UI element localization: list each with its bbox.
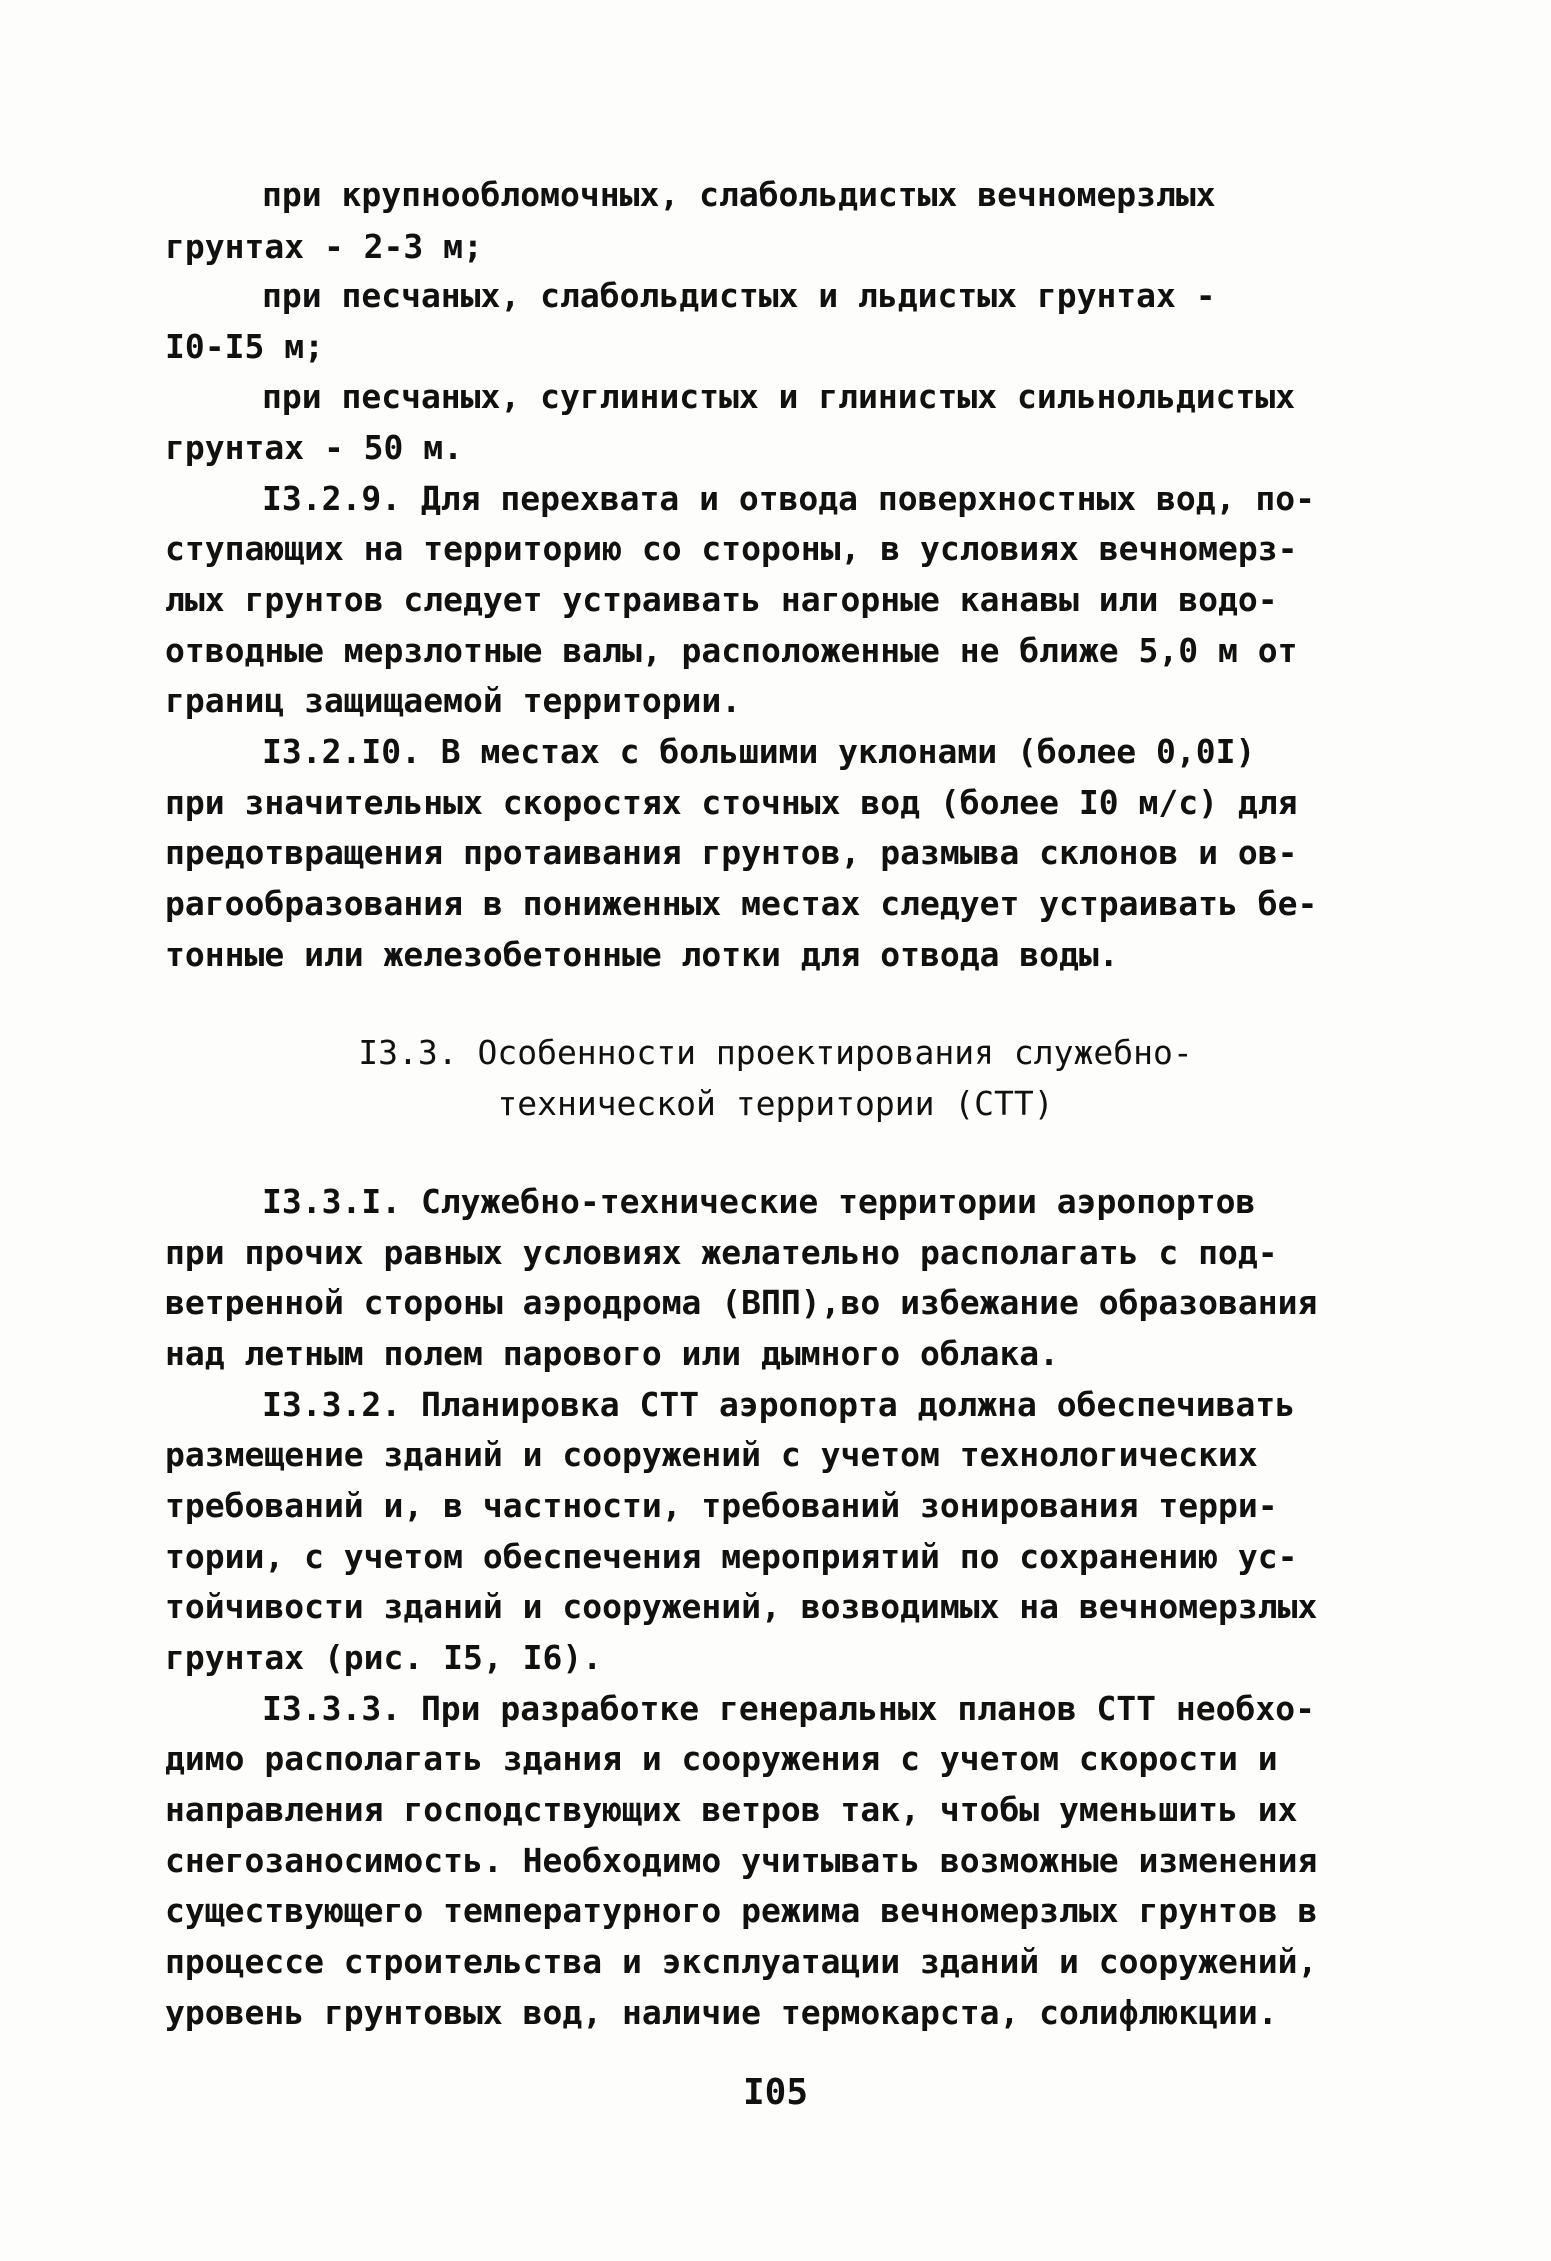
- text-line: тонные или железобетонные лотки для отвода воды.: [165, 935, 1119, 974]
- text-line: ветренной стороны аэродрома (ВПП),во избежание образования: [165, 1283, 1318, 1322]
- text-line: тойчивости зданий и сооружений, возводимых на вечномерзлых: [165, 1587, 1318, 1626]
- text-line: направления господствующих ветров так, чтобы уменьшить их: [165, 1790, 1298, 1829]
- text-line: рагообразования в пониженных местах следует устраивать бе-: [165, 884, 1318, 923]
- text-line: I3.2.9. Для перехвата и отвода поверхностных вод, по-: [262, 479, 1315, 518]
- text-line: существующего температурного режима вечномерзлых грунтов в: [165, 1891, 1318, 1930]
- text-line: снегозаносимость. Необходимо учитывать возможные изменения: [165, 1841, 1318, 1880]
- text-line: I0-I5 м;: [165, 327, 324, 366]
- text-line: ступающих на территорию со стороны, в условиях вечномерз-: [165, 529, 1298, 568]
- text-line: границ защищаемой территории.: [165, 681, 742, 720]
- text-line: при прочих равных условиях желательно располагать с под-: [165, 1233, 1278, 1272]
- text-line: грунтах (рис. I5, I6).: [165, 1638, 603, 1677]
- text-line: требований и, в частности, требований зонирования терри-: [165, 1486, 1278, 1525]
- page-number: I05: [742, 2072, 809, 2113]
- section-heading-line: I3.3. Особенности проектирования служебно-: [358, 1033, 1193, 1072]
- text-line: уровень грунтовых вод, наличие термокарста, солифлюкции.: [165, 1993, 1278, 2032]
- text-line: I3.3.3. При разработке генеральных планов СТТ необхо-: [262, 1689, 1315, 1728]
- text-line: предотвращения протаивания грунтов, размыва склонов и ов-: [165, 833, 1298, 872]
- text-line: I3.2.I0. В местах с большими уклонами (более 0,0I): [262, 732, 1256, 771]
- text-line: над летным полем парового или дымного облака.: [165, 1334, 1060, 1373]
- text-line: I3.3.I. Служебно-технические территории аэропортов: [262, 1182, 1256, 1221]
- text-line: при значительных скоростях сточных вод (более I0 м/с) для: [165, 783, 1298, 822]
- text-line: при крупнообломочных, слабольдистых вечномерзлых: [262, 175, 1216, 214]
- text-line: грунтах - 2-3 м;: [165, 227, 483, 266]
- text-line: при песчаных, слабольдистых и льдистых грунтах -: [262, 276, 1216, 315]
- text-line: грунтах - 50 м.: [165, 428, 464, 467]
- section-heading-line: технической территории (СТТ): [497, 1084, 1054, 1123]
- text-line: лых грунтов следует устраивать нагорные канавы или водо-: [165, 580, 1278, 619]
- text-line: отводные мерзлотные валы, расположенные не ближе 5,0 м от: [165, 631, 1298, 670]
- text-line: тории, с учетом обеспечения мероприятий по сохранению ус-: [165, 1537, 1298, 1576]
- text-line: димо располагать здания и сооружения с учетом скорости и: [165, 1739, 1278, 1778]
- text-line: I3.3.2. Планировка СТТ аэропорта должна обеспечивать: [262, 1385, 1296, 1424]
- text-line: размещение зданий и сооружений с учетом технологических: [165, 1435, 1258, 1474]
- text-line: процессе строительства и эксплуатации зданий и сооружений,: [165, 1942, 1318, 1981]
- text-line: при песчаных, суглинистых и глинистых сильнольдистых: [262, 377, 1296, 416]
